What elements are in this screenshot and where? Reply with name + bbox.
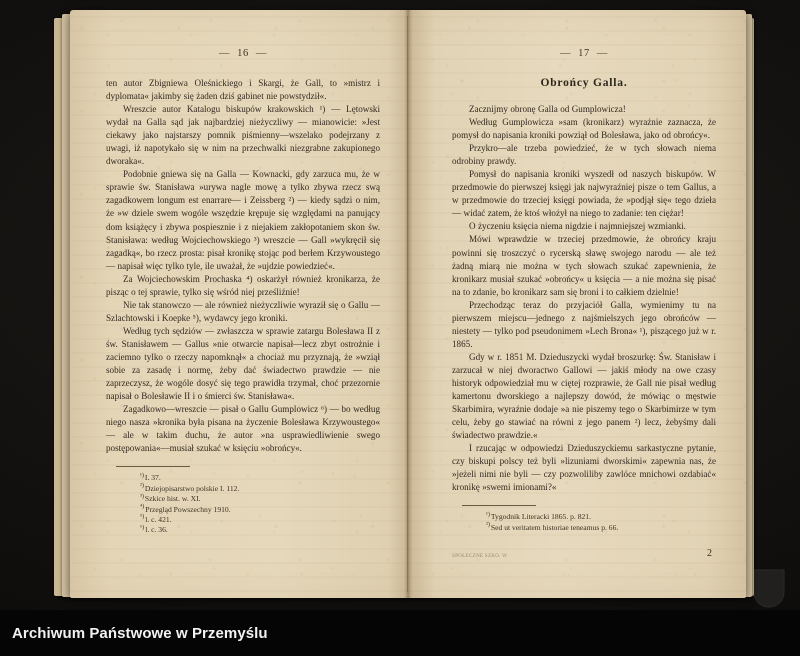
paragraph: Gdy w r. 1851 M. Dzieduszycki wydał broszurkę: Św. Stanisław i zarzucał w niej dworactwo Gallowi — jakiś młody na owe czasy historyk odpowiedział mu w ciętej rozprawie, że Gall nie pisał według kamertonu dworskiego a najlepszy dowód, że mówiąc o męstwie Skarbimira, wyraźnie dodaje »a nie piszemy tego o Skarbimirze w tym celu, żeby go stawiać na równi z jego panem ²) lecz, żebyśmy dali świadectwo prawdzie.«	[452, 351, 716, 441]
footnote-marker: ⁶)	[140, 523, 145, 531]
folio-dash-right: —	[255, 48, 268, 59]
footnote-marker: ¹)	[140, 471, 144, 479]
footnote-text: Szkice hist. w. XI.	[144, 494, 201, 504]
recto-page	[408, 10, 746, 598]
verso-text-column	[106, 48, 380, 536]
recto-folio-number	[452, 48, 716, 59]
footnote-item	[140, 515, 380, 525]
folio-dash-left: —	[218, 48, 231, 59]
archive-watermark-banner	[0, 610, 800, 656]
book-spread	[70, 10, 746, 598]
footnote-text: Sed ut veritatem historiae teneamus p. 66.	[490, 522, 619, 532]
footnote-marker: ⁵)	[140, 513, 145, 521]
footnote-text: Dziejopisarstwo polskie I. 112.	[144, 483, 240, 493]
paragraph: O życzeniu księcia niema nigdzie i najmniejszej wzmianki.	[469, 221, 686, 232]
footnote-item	[486, 512, 716, 522]
chapter-heading: Obrońcy Galla.	[540, 77, 628, 89]
footnote-item	[140, 505, 380, 515]
paragraph: Podobnie gniewa się na Galla — Kownacki, gdy zarzuca mu, że w sprawie św. Stanisława »urywa nagle mowę a tylko zbywa rzecz swą zagadkowem longum est enarrare— i Zeissberg ²) — kiedy sądzi o nim, że »w dziele swem wogóle wszędzie krępuje się względami na panujący dom książęcy i zbywa pospiesznie i z niejakiem zakłopotaniem skon św. Stanisława: według Wojciechowskiego ³) wreszcie — Gall »wykręcił się zagadką«, bo rzecz prosta: pisał kronikę stojąc pod berłem Krzywoustego — napisał więc tylko tyle, ile uważał, że »ujdzie powiedzieć«.	[106, 169, 380, 271]
paragraph: Mówi wprawdzie w trzeciej przedmowie, że obrońcy kraju powinni się troszczyć o rycerską sławę swojego narodu — ale też żadną miarą nie można w tych słowach szukać zapewnienia, że kronikarz musiał szukać »obrońcy« u księcia — a nie można się pisać na to zdanie, bo kronikarz sam się broni i to całkiem dzielnie!	[452, 234, 716, 297]
folio-value-recto: 17	[578, 48, 590, 59]
footnote-item	[140, 494, 380, 504]
folio-dash-right: —	[596, 48, 609, 59]
verso-folio-number	[106, 48, 380, 59]
book-gutter-shadow	[404, 10, 412, 598]
paragraph: Wreszcie autor Katalogu biskupów krakowskich ¹) — Lętowski wydał na Galla sąd jak najbardziej nieżyczliwy — mianowicie: »Jest ciekawy jako najstarszy pomnik piśmienny—wszelako podejrzany z uwagi, iż napotykało się w nim na przechwalki niezgrabne zakupionego dworaka«.	[106, 104, 380, 167]
footnote-text: l. c. 36.	[145, 525, 168, 535]
footnote-text: Przegląd Powszechny 1910.	[145, 504, 231, 514]
verso-page	[70, 10, 408, 598]
footnote-separator-rule	[116, 466, 190, 467]
footnote-item	[140, 484, 380, 494]
book-gutter-crease	[407, 16, 408, 592]
footnote-marker: ²)	[140, 482, 144, 490]
printer-signature-mark: SPOŁECZNE SZKO. W	[452, 553, 508, 559]
paragraph: I rzucając w odpowiedzi Dzieduszyckiemu sarkastyczne pytanie, czy biskupi polscy też byli »lizuniami dworskimi« zapewnia nas, że »jeżeli nimi nie byli — czy pozwoliliby zawlóce mnichowi ozdabiać« kronikę »swemi imionami?«	[452, 443, 716, 493]
footnote-marker: ¹)	[486, 510, 490, 518]
paragraph: Za Wojciechowskim Prochaska ⁴) oskarżył również kronikarza, że pisząc o tej sprawie, tylko się wśród niej prześliźnie!	[106, 273, 380, 297]
footnote-marker: ²)	[486, 521, 490, 529]
folio-value-verso: 16	[237, 48, 249, 59]
recto-footnote-list	[452, 512, 716, 533]
footnote-text: l. c. 421.	[145, 514, 172, 524]
archive-crest-icon	[752, 568, 786, 608]
paragraph: Nie tak stanowczo — ale również nieżyczliwie wyraził się o Gallu — Szlachtowski i Koepke ⁵), wydawcy jego kroniki.	[106, 299, 380, 323]
footnote-item	[140, 473, 380, 483]
verso-footnote-list	[106, 473, 380, 535]
paragraph: ten autor Zbigniewa Oleśnickiego i Skargi, że Gall, to »mistrz i dyplomata« jakimby się żaden dziś gabinet nie powstydził«.	[106, 78, 380, 102]
footnote-marker: ⁴)	[140, 503, 145, 511]
sheet-signature-number: 2	[707, 548, 712, 559]
paragraph: Pomysł do napisania kroniki wyszedł od naszych biskupów. W przedmowie do pierwszej księgi jak najwyraźniej pisze o tem Gallus, a w przedmowie do trzeciej księgi powiada, że »podjął się« tego dzieła — widać zatem, że ktoś włożył na niego to zadanie: ten ciężar!	[452, 169, 716, 219]
recto-text-column	[452, 48, 716, 533]
folio-dash-left: —	[559, 48, 572, 59]
footnote-text: I. 37.	[144, 473, 161, 483]
footnote-item	[486, 523, 716, 533]
footnote-separator-rule	[462, 505, 536, 506]
paragraph: Zacznijmy obronę Galla od Gumplowicza!	[469, 104, 626, 114]
paragraph: Przechodząc teraz do przyjaciół Galla, wymienimy tu na pierwszem miejscu—jednego z najśmielszych jego obrońców — niestety — tylko pod pseudonimem »Lech Brona« ¹), piszącego już w r. 1865.	[452, 299, 716, 349]
paragraph: Zagadkowo—wreszcie — pisał o Gallu Gumplowicz ⁶) — bo według niego nasza »kronika była pisana na życzenie Bolesława Krzywoustego« — ale w takim duchu, że autor »na usprawiedliwienie swego postępowania«—musiał szukać w księciu »obrońcy«.	[106, 404, 380, 454]
paragraph: Przykro—ale trzeba powiedzieć, że w tych słowach niema odrobiny prawdy.	[452, 143, 716, 167]
footnote-text: Tygodnik Literacki 1865. p. 821.	[490, 512, 591, 522]
footnote-marker: ³)	[140, 492, 144, 500]
archive-watermark-text: Archiwum Państwowe w Przemyślu	[12, 624, 268, 642]
paragraph: Według tych sędziów — zwłaszcza w sprawie zatargu Bolesława II z św. Stanisławem — Gallus »nie otwarcie napisał—lecz zbyt ostrożnie i zaciemno tylko o rzeczy napomknął« a chociaż mu przyznają, że »wziął sobie za zasadę i normę, żeby dać świadectwo prawdzie — nie zaprzeczysz, że wogóle dosyć się tego prawidła trzymał, choć przezornie napisał o Bolesławie II i o śmierci św. Stanisława«.	[106, 325, 380, 402]
paragraph: Według Gumplowicza »sam (kronikarz) wyraźnie zaznacza, że pomysł do napisania kroniki powziął od Bolesława, jako od obrońcy«.	[452, 117, 716, 141]
footnote-item	[140, 525, 380, 535]
